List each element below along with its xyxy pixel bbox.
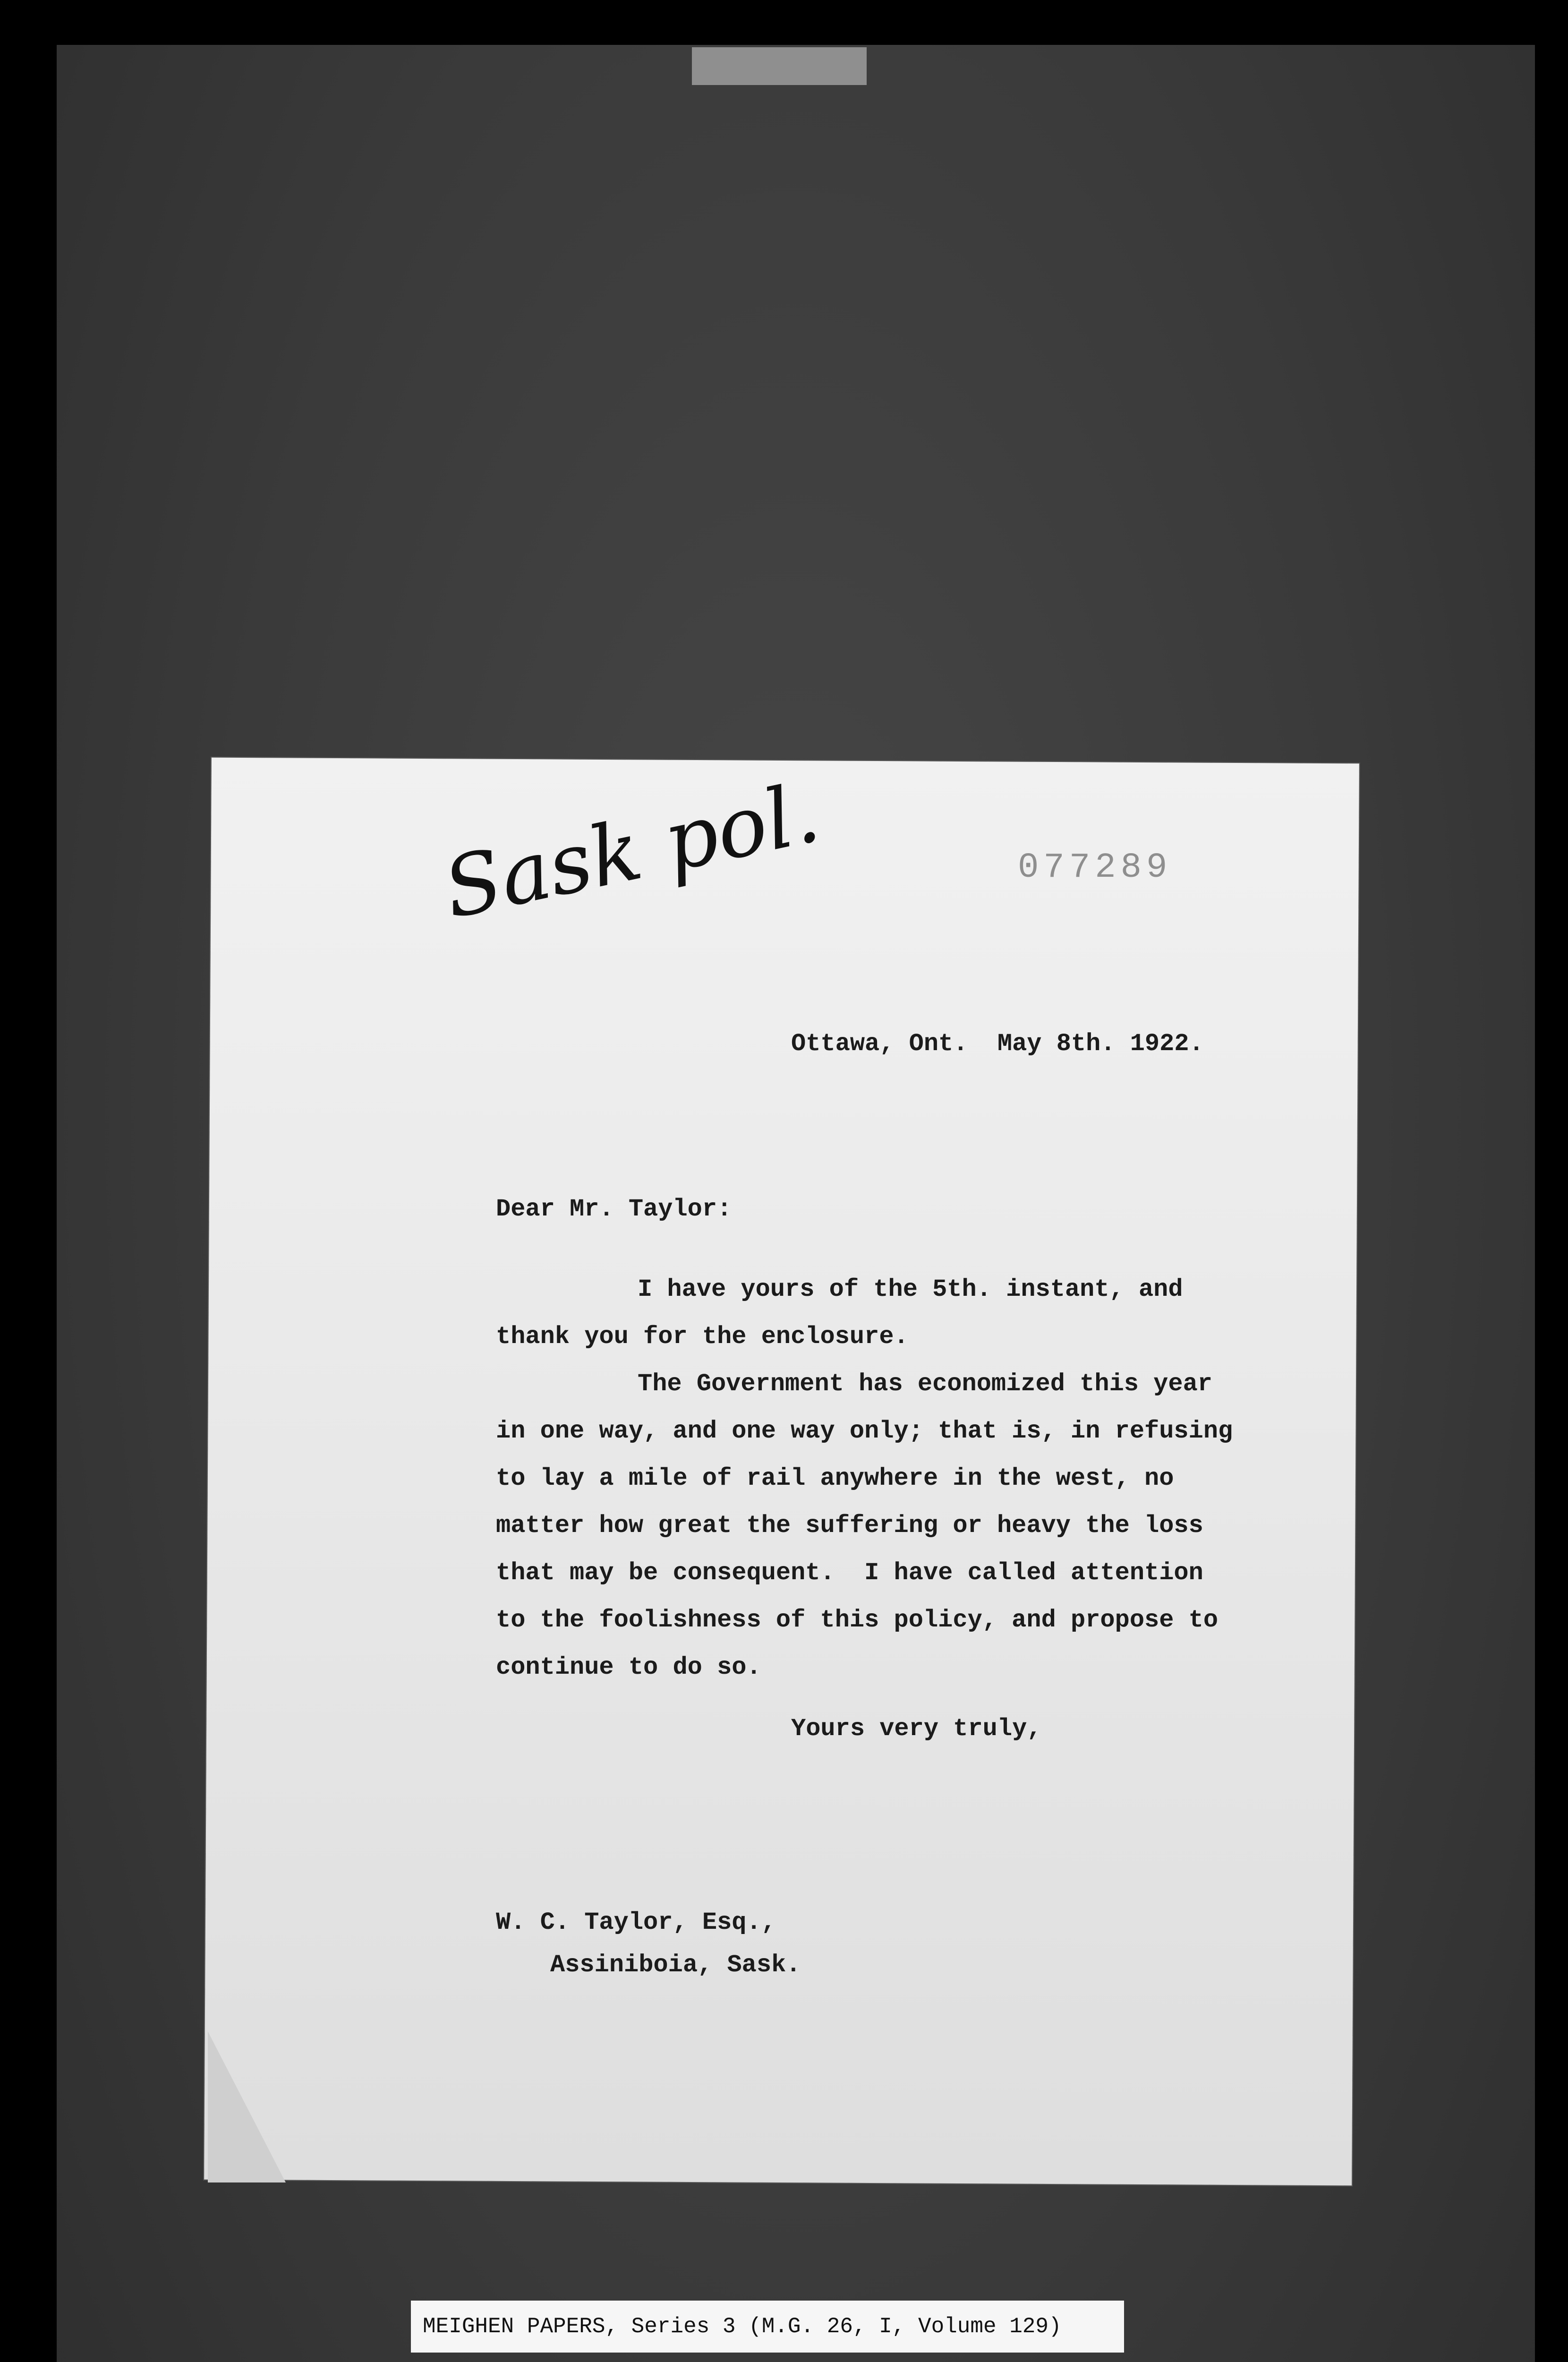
body-line: matter how great the suffering or heavy the loss (496, 1512, 1203, 1540)
document-number-stamp: 077289 (1018, 848, 1172, 888)
handwritten-note: Sask pol. (435, 764, 827, 938)
body-line: I have yours of the 5th. instant, and (638, 1275, 1183, 1303)
recipient-name: W. C. Taylor, Esq., (496, 1908, 776, 1936)
clip-tab (692, 47, 867, 85)
body-line: The Government has economized this year (638, 1370, 1212, 1398)
body-line: to lay a mile of rail anywhere in the west, no (496, 1464, 1174, 1492)
closing: Yours very truly, (791, 1715, 1042, 1743)
dateline: Ottawa, Ont. May 8th. 1922. (791, 1030, 1204, 1058)
salutation: Dear Mr. Taylor: (496, 1195, 732, 1223)
body-line: that may be consequent. I have called attention (496, 1559, 1203, 1587)
body-line: continue to do so. (496, 1653, 761, 1681)
body-line: to the foolishness of this policy, and propose to (496, 1606, 1219, 1634)
letter-body (496, 1266, 1233, 1691)
body-line: in one way, and one way only; that is, in refusing (496, 1417, 1233, 1445)
body-line: thank you for the enclosure. (496, 1323, 909, 1351)
recipient-place: Assiniboia, Sask. (550, 1951, 801, 1979)
series-label: MEIGHEN PAPERS, Series 3 (M.G. 26, I, Volume 129) (411, 2301, 1124, 2353)
